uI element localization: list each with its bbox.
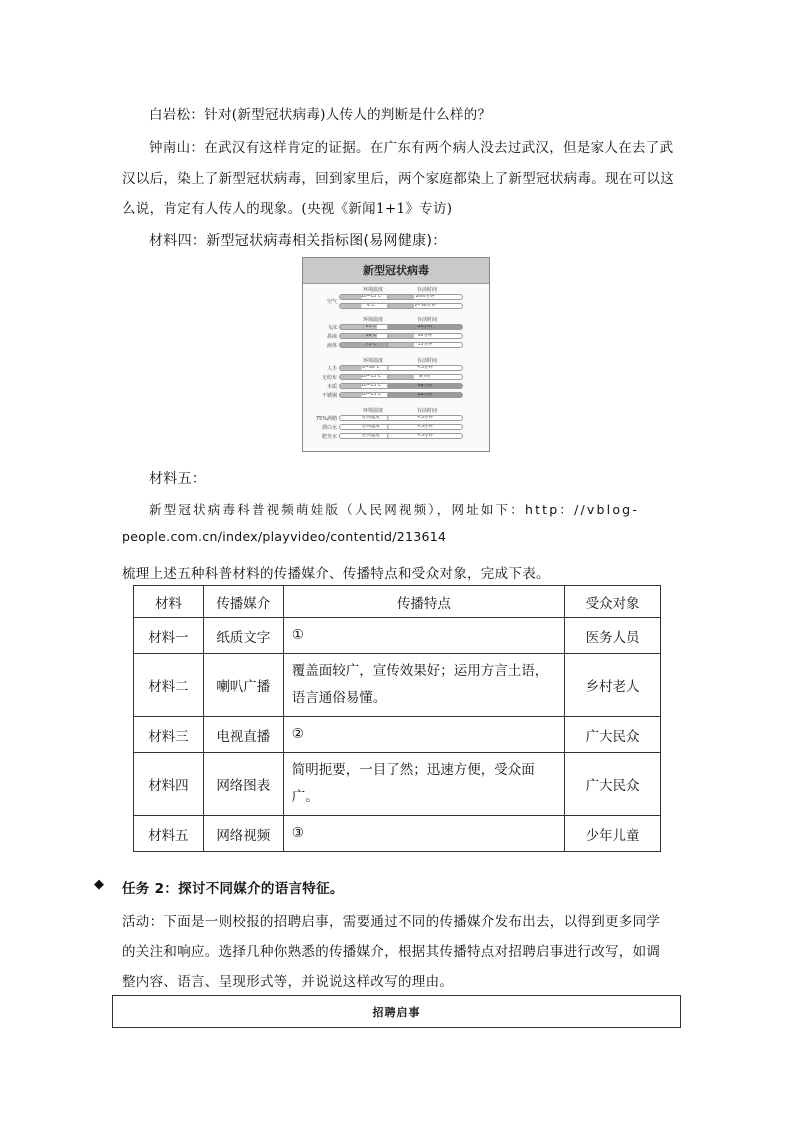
material5-line-1: 新型冠状病毒科普视频萌娃版（人民网视频），网址如下：http：//vblog- xyxy=(149,502,640,517)
env-bar: 任何温度 xyxy=(339,433,403,439)
env-bar: 4℃ xyxy=(339,303,403,309)
table-row xyxy=(134,753,661,816)
time-bar: 15分钟 xyxy=(387,342,463,348)
material5-heading: 材料五： xyxy=(149,471,207,487)
row-label: 鼻涕 xyxy=(326,334,337,340)
row-label: 不锈钢 xyxy=(321,393,337,399)
row-label: 飞沫 xyxy=(326,325,337,331)
env-bar: 10~15℃ xyxy=(339,294,403,300)
cell-material: 材料二 xyxy=(134,654,204,717)
table-row xyxy=(134,717,661,753)
env-bar: 10~15℃ xyxy=(339,374,403,380)
cell-medium: 电视直播 xyxy=(203,717,283,753)
cell-feature: ② xyxy=(283,717,564,753)
cell-material: 材料四 xyxy=(134,753,204,816)
dialogue-zhong-line-3: 么说，肯定有人传人的现象。(央视《新闻1+1》专访) xyxy=(122,201,453,217)
row-label: 人手 xyxy=(326,366,337,372)
env-bar: 75℃ xyxy=(339,342,403,348)
cell-audience: 少年儿童 xyxy=(565,816,661,852)
time-bar: 48小时 xyxy=(387,383,463,389)
row-label: 空气 xyxy=(326,299,337,305)
cell-material: 材料一 xyxy=(134,618,204,654)
material4-heading: 材料四：新型冠状病毒相关指标图(易网健康)： xyxy=(149,233,447,249)
env-bar: 0~30℃ xyxy=(339,365,403,371)
material5-url: people.com.cn/index/playvideo/contentid/213614 xyxy=(122,529,447,544)
group0-time-header: 存活时间 xyxy=(417,287,438,293)
row-label: 木质 xyxy=(326,384,337,390)
cell-audience: 医务人员 xyxy=(565,618,661,654)
coronavirus-infographic xyxy=(302,257,490,452)
table-row xyxy=(134,816,661,852)
header-audience: 受众对象 xyxy=(565,586,661,618)
env-bar: 10~15℃ xyxy=(339,383,403,389)
cell-feature: ① xyxy=(283,618,564,654)
time-bar: 24小时 xyxy=(387,324,463,330)
table-header-row xyxy=(134,586,661,618)
time-bar: <5分钟 xyxy=(387,365,463,371)
row-label: 无纺布 xyxy=(321,375,337,381)
group1-env-header: 环境温度 xyxy=(363,317,384,323)
notice-title: 招聘启事 xyxy=(372,1006,421,1019)
row-label: 液体 xyxy=(326,343,337,349)
task2-activity-line-2: 的关注和响应。选择几种你熟悉的传播媒介，根据其传播特点对招聘启事进行改写，如调 xyxy=(122,944,661,960)
table-row xyxy=(134,654,661,717)
task2-activity-line-3: 整内容、语言、呈现形式等，并说说这样改写的理由。 xyxy=(122,974,454,990)
env-bar: 任何温度 xyxy=(339,415,403,421)
table-intro: 梳理上述五种科普材料的传播媒介、传播特点和受众对象，完成下表。 xyxy=(122,566,550,582)
time-bar: 2~30分钟 xyxy=(387,303,463,309)
group3-time-header: 存活时间 xyxy=(417,408,438,414)
env-bar: 56℃ xyxy=(339,333,403,339)
group2-time-header: 存活时间 xyxy=(417,358,438,364)
cell-audience: 广大民众 xyxy=(565,717,661,753)
time-bar: <5分钟 xyxy=(387,415,463,421)
infographic-title: 新型冠状病毒 xyxy=(303,258,489,284)
cell-audience: 乡村老人 xyxy=(565,654,661,717)
cell-medium: 喇叭广播 xyxy=(203,654,283,717)
task2-activity-line-1: 活动：下面是一则校报的招聘启事，需要通过不同的传播媒介发布出去，以得到更多同学 xyxy=(122,914,661,930)
header-feature: 传播特点 xyxy=(283,586,564,618)
group3-env-header: 环境温度 xyxy=(363,408,384,414)
cell-medium: 网络视频 xyxy=(203,816,283,852)
task2-title: 任务 2：探讨不同媒介的语言特征。 xyxy=(122,881,344,897)
table-row xyxy=(134,618,661,654)
cell-material: 材料五 xyxy=(134,816,204,852)
group1-time-header: 存活时间 xyxy=(417,317,438,323)
cell-feature: 覆盖面较广，宣传效果好；运用方言土语，语言通俗易懂。 xyxy=(283,654,564,717)
env-bar: 10~15℃ xyxy=(339,392,403,398)
dialogue-zhong-line-1: 钟南山：在武汉有这样肯定的证据。在广东有两个病人没去过武汉，但是家人在去了武 xyxy=(149,140,674,156)
row-label: 漂白水 xyxy=(321,425,337,431)
diamond-bullet-icon: ◆ xyxy=(94,877,104,892)
time-bar: 24小时 xyxy=(387,392,463,398)
cell-feature: 简明扼要，一目了然；迅速方便，受众面广。 xyxy=(283,753,564,816)
recruitment-notice-box xyxy=(112,995,681,1028)
cell-material: 材料三 xyxy=(134,717,204,753)
time-bar: 2h/0分钟 xyxy=(387,294,463,300)
time-bar: <5分钟 xyxy=(387,433,463,439)
cell-feature: ③ xyxy=(283,816,564,852)
env-bar: 任何温度 xyxy=(339,424,403,430)
group2-env-header: 环境温度 xyxy=(363,358,384,364)
header-medium: 传播媒介 xyxy=(203,586,283,618)
cell-audience: 广大民众 xyxy=(565,753,661,816)
group0-env-header: 环境温度 xyxy=(363,287,384,293)
env-bar: 25℃ xyxy=(339,324,403,330)
header-material: 材料 xyxy=(134,586,204,618)
row-label: 75%酒精 xyxy=(315,416,337,422)
row-label: 肥皂水 xyxy=(321,434,337,440)
dialogue-zhong-line-2: 汉以后，染上了新型冠状病毒，回到家里后，两个家庭都染上了新型冠状病毒。现在可以这 xyxy=(122,171,674,187)
time-bar: <5分钟 xyxy=(387,424,463,430)
media-table xyxy=(133,585,661,852)
cell-medium: 纸质文字 xyxy=(203,618,283,654)
time-bar: 8小时 xyxy=(387,374,463,380)
dialogue-bai: 白岩松：针对(新型冠状病毒)人传人的判断是什么样的？ xyxy=(149,107,492,123)
time-bar: 30分钟 xyxy=(387,333,463,339)
cell-medium: 网络图表 xyxy=(203,753,283,816)
